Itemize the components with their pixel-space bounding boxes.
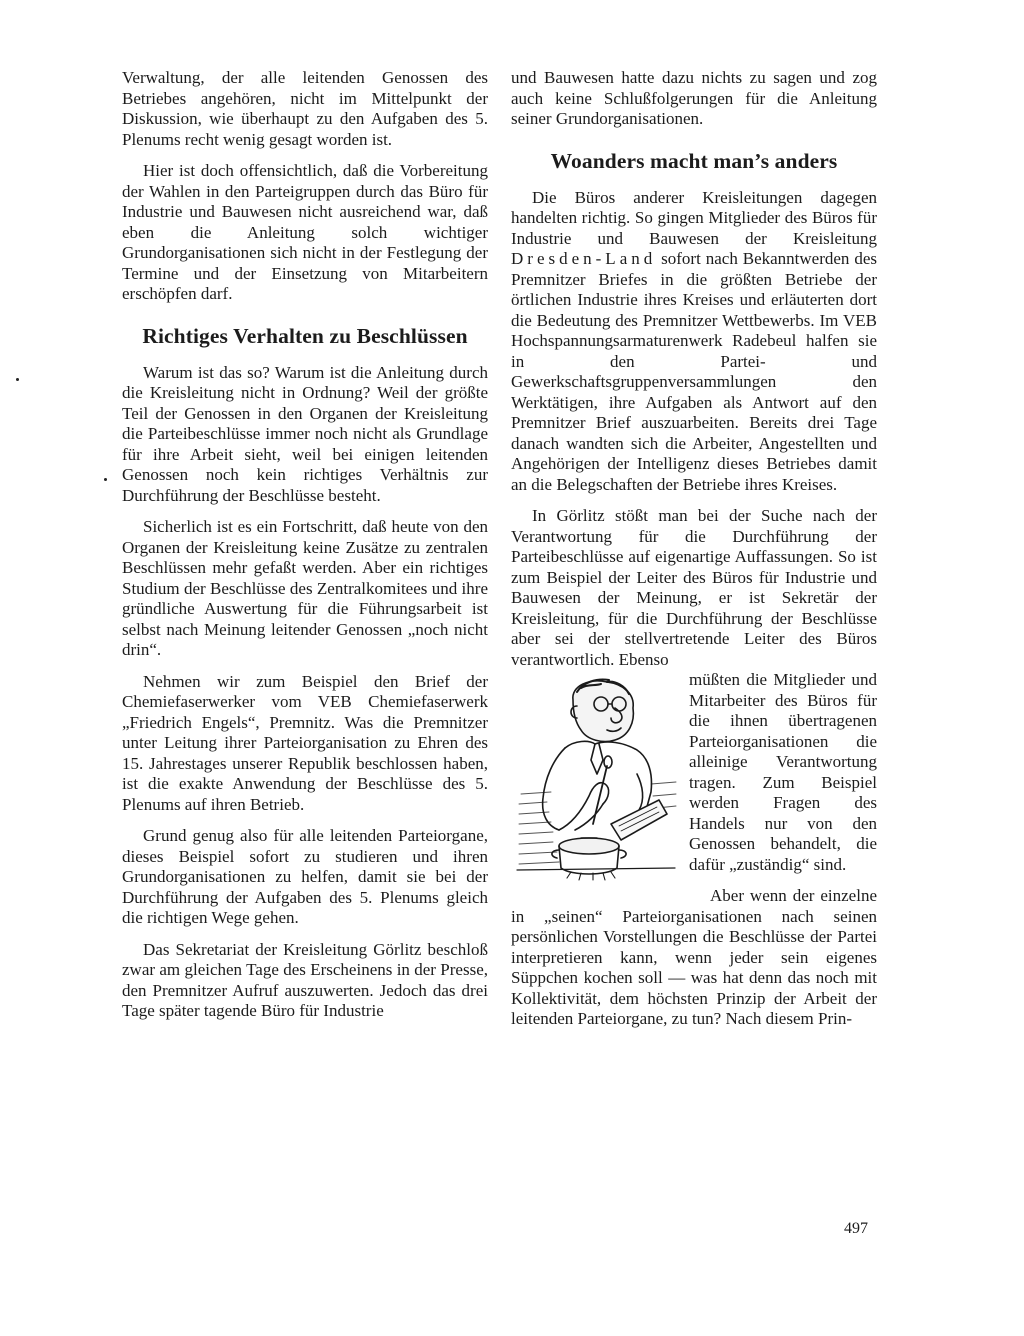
paragraph: Grund genug also für alle leitenden Parteiorgane, dieses Beispiel sofort zu studieren und ihren Grundorganisationen zu helfen, damit sie bei der Durchführung der Aufgaben des 5. Plenums gleich die richtigen Wege gehen. — [122, 826, 488, 927]
paragraph-text: Die Büros anderer Kreisleitungen dagegen handelten richtig. So gingen Mitglieder des Büros für Industrie und Bauwesen der Kreisleitung — [511, 187, 877, 248]
cartoon-illustration — [511, 674, 681, 888]
paragraph: Nehmen wir zum Beispiel den Brief der Chemiefaserwerker vom VEB Chemiefaserwerk „Friedrich Engels“, Premnitz. Was die Premnitzer unter Leitung ihrer Parteiorganisation zu Ehren des 15. Jahrestages unserer Republik beschlossen haben, ist die exakte Anwendung der Beschlüsse des 5. Plenums auf ihren Betrieb. — [122, 671, 488, 814]
paragraph: Aber wenn der einzelne in „seinen“ Parteiorganisationen nach seinen persönlichen Vorstellungen die Beschlüsse der Partei interpretieren kann, wenn jeder sein eigenes Süppchen kochen soll — was hat denn das noch mit Kollektivität, dem höchsten Prinzip der Arbeit der leitenden Parteiorgane, zu tun? Nach diesem Prin- — [511, 886, 877, 1028]
paragraph: müßten die Mitglieder und Mitarbeiter des Büros für die ihnen übertragenen Parteiorganisationen die alleinige Verantwortung tragen. Zum Beispiel werden Fragen des Handels nur von den Genossen behandelt, die dafür „zuständig“ sind. — [689, 670, 877, 874]
paragraph: und Bauwesen hatte dazu nichts zu sagen und zog auch keine Schlußfolgerungen für die Anleitung seiner Grundorganisationen. — [511, 68, 877, 128]
section-heading: Woanders macht man’s anders — [550, 148, 838, 173]
section-heading: Richtiges Verhalten zu Beschlüssen — [142, 323, 468, 348]
paragraph: Hier ist doch offensichtlich, daß die Vorbereitung der Wahlen in den Parteigruppen durch das Büro für Industrie und Bauwesen nicht ausreichend war, daß eben die Anleitung solch wichtiger Grundorganisationen sich nicht in der Festlegung der Termine und der Einsetzung von Mitarbeitern erschöpfen darf. — [122, 161, 488, 303]
paragraph: Warum ist das so? Warum ist die Anleitung durch die Kreisleitung nicht in Ordnung? Weil der größte Teil der Genossen in den Organen der Kreisleitung die Parteibeschlüsse immer noch nicht als Grundlage für ihre Arbeit sieht, weil bei einigen leitenden Genossen noch kein richtiges Verhältnis zur Durchführung der Beschlüsse besteht. — [122, 362, 488, 505]
margin-dot — [16, 378, 19, 381]
paragraph: Sicherlich ist es ein Fortschritt, daß heute von den Organen der Kreisleitung keine Zusätze zu zentralen Beschlüssen mehr gefaßt werden. Aber ein richtiges Studium der Beschlüsse des Zentralkomitees und ihre gründliche Auswertung für die Führungsarbeit ist selbst nach Meinung leitender Genossen „noch nicht drin“. — [122, 517, 488, 659]
paragraph — [511, 188, 877, 496]
spaced-place-name: Dresden-Land — [511, 249, 657, 268]
right-column — [511, 68, 877, 1041]
paragraph: In Görlitz stößt man bei der Suche nach der Verantwortung für die Durchführung der Parteibeschlüsse auf eigenartige Auffassungen. So ist zum Beispiel der Leiter des Büros für Industrie und Bauwesen der Meinung, er ist Sekretär der Kreisleitung, für die Durchführung der Beschlüsse aber sei der stellvertretende Leiter des Büros verantwortlich. Ebenso — [511, 506, 877, 669]
page-number: 497 — [844, 1220, 868, 1237]
paragraph: Das Sekretariat der Kreisleitung Görlitz beschloß zwar am gleichen Tage des Erscheinens in der Presse, den Premnitzer Aufruf auszuwerten. Jedoch das drei Tage später tagende Büro für Industrie — [122, 939, 488, 1020]
cartoon-man-cooking-icon — [511, 674, 681, 888]
paragraph-text: sofort nach Bekanntwerden des Premnitzer Briefes in die größten Betriebe der örtlichen Industrie ihres Kreises und erläuterten dort die Bedeutung des Premnitzer Wettbewerbs. Im VEB Hochspannungsarmaturenwerk Radebeul halfen sie in den Partei- und Gewerkschaftsgruppenversammlungen den Werktätigen, ihre Aufgaben als Antwort auf den Premnitzer Brief auszuarbeiten. Bereits drei Tage danach wandten sich die Arbeiter, Angestellten und Angehörigen der Intelligenz dieses Betriebes damit an die Belegschaften der Betriebe ihres Kreises. — [511, 249, 877, 494]
left-column — [122, 68, 488, 1033]
margin-dot — [104, 478, 107, 481]
paragraph: Verwaltung, der alle leitenden Genossen des Betriebes angehören, nicht im Mittelpunkt der Diskussion, wie überhaupt zu den Aufgaben des 5. Plenums recht wenig gesagt worden ist. — [122, 68, 488, 149]
